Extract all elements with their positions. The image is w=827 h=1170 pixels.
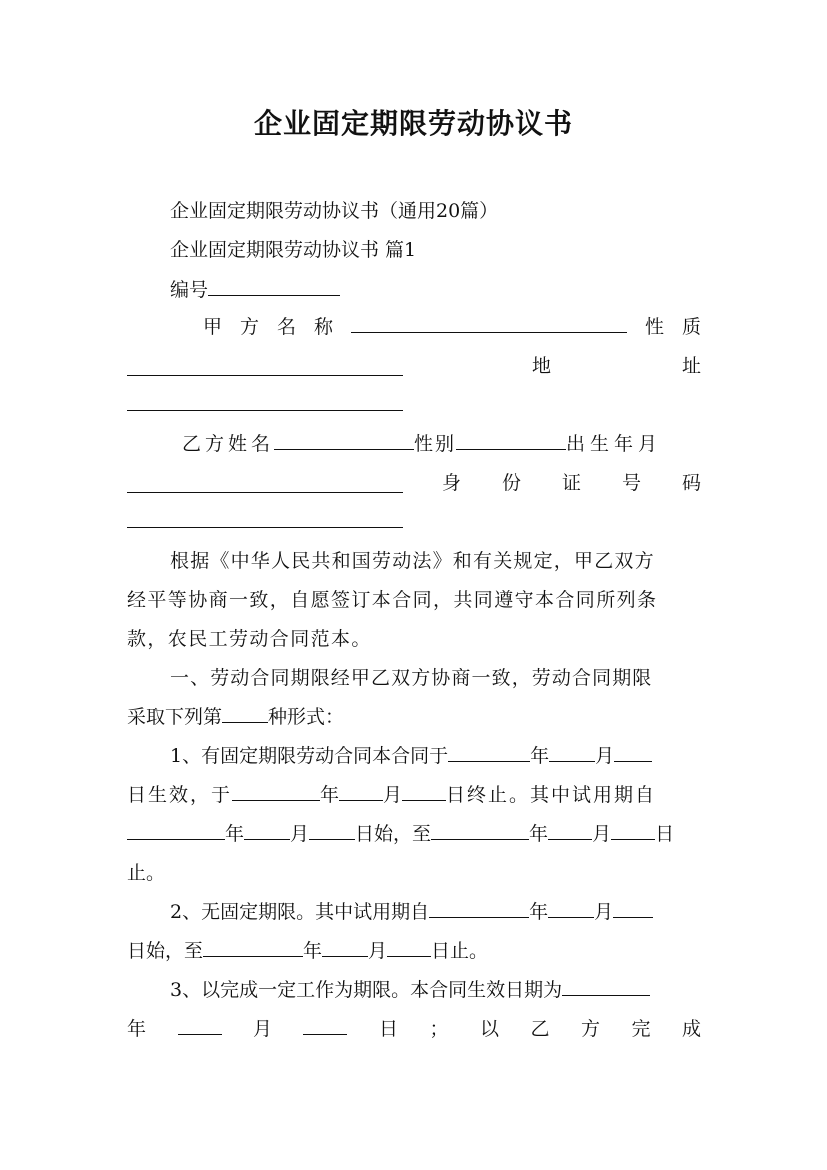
item3-char: 乙: [530, 1018, 550, 1040]
day-blank: [613, 897, 653, 918]
party-b-line: [182, 429, 701, 459]
item3-line-2: [127, 1014, 701, 1044]
year-text: 年: [529, 901, 549, 923]
party-a-nature-char: 质: [681, 316, 701, 338]
item1-line-1: [170, 741, 701, 771]
item2-line-1: [170, 897, 701, 927]
month-blank: [548, 819, 592, 840]
item2-line-2: [127, 936, 701, 966]
party-a-address-line: [127, 351, 701, 381]
year-text: 年: [303, 940, 323, 962]
basis-line-1: 根据《中华人民共和国劳动法》和有关规定，甲乙双方: [170, 550, 655, 572]
item3-start: 3、以完成一定工作为期限。本合同生效日期为: [170, 979, 563, 1001]
item1-line-2: [127, 780, 701, 810]
month-text: 月: [368, 940, 388, 962]
month-blank: [548, 897, 594, 918]
intro-line-2: 企业固定期限劳动协议书 篇1: [170, 239, 417, 261]
month-text: 月: [594, 901, 614, 923]
item2-day-stop: 日止。: [431, 940, 489, 962]
party-b-name-label: 乙方姓名: [182, 433, 275, 455]
item1-day-end: 日终止。其中试用期自: [446, 784, 657, 806]
party-a-name-line: [203, 312, 701, 342]
day-blank: [614, 741, 652, 762]
party-a-address-blank-line: [127, 390, 701, 420]
month-text: 月: [290, 823, 310, 845]
item3-char: 以: [479, 1018, 499, 1040]
item3-char: 完: [631, 1018, 651, 1040]
basis-line-2: 经平等协商一致，自愿签订本合同，共同遵守本合同所列条: [127, 589, 658, 611]
item3-char: 日: [378, 1018, 398, 1040]
document-title: 企业固定期限劳动协议书: [253, 107, 573, 140]
clause1-form-blank: [222, 702, 268, 723]
number-line: [170, 275, 701, 305]
month-text: 月: [383, 784, 403, 806]
item2-start: 2、无固定期限。其中试用期自: [170, 901, 430, 923]
party-a-address-char: 址: [681, 355, 701, 377]
number-blank: [208, 275, 340, 296]
item1-day-start: 日始，至: [355, 823, 432, 845]
month-text: 月: [592, 823, 612, 845]
party-b-id-char: 身: [442, 472, 462, 494]
party-a-nature-blank: [127, 355, 403, 376]
item1-day-effective: 日生效，于: [127, 784, 233, 806]
year-blank: [232, 780, 320, 801]
party-b-id-char: 码: [681, 472, 701, 494]
month-blank: [178, 1014, 222, 1035]
year-blank: [431, 819, 529, 840]
month-blank: [244, 819, 290, 840]
month-blank: [322, 936, 368, 957]
item2-day-start: 日始，至: [127, 940, 204, 962]
party-a-address-char: 地: [532, 355, 552, 377]
party-b-id-line: [127, 468, 701, 498]
clause1-text-b: 种形式：: [268, 706, 345, 728]
party-b-birth-label: 出生年月: [566, 433, 663, 455]
party-a-name-blank: [351, 312, 627, 333]
item1-day-stop: 日: [655, 823, 675, 845]
year-blank: [429, 897, 529, 918]
effective-date-blank: [562, 975, 650, 996]
basis-line-3: 款，农民工劳动合同范本。: [127, 628, 372, 650]
day-blank: [303, 1014, 347, 1035]
item3-char: 月: [252, 1018, 272, 1040]
party-b-id-char: 份: [501, 472, 521, 494]
item3-char: ；: [429, 1018, 449, 1040]
party-a-label-char: 方: [240, 316, 260, 338]
year-blank: [203, 936, 303, 957]
item1-line-4: 止。: [127, 862, 166, 884]
clause1-text-a: 采取下列第: [127, 706, 223, 728]
month-blank: [549, 741, 595, 762]
clause1-line-1: 一、劳动合同期限经甲乙双方协商一致，劳动合同期限: [170, 667, 653, 689]
year-text: 年: [320, 784, 340, 806]
day-blank: [309, 819, 355, 840]
year-blank: [127, 819, 225, 840]
party-b-birth-blank: [127, 472, 403, 493]
party-a-label-char: 称: [314, 316, 334, 338]
item1-line-3: [127, 819, 701, 849]
clause1-line-2: [127, 702, 701, 732]
day-blank: [402, 780, 446, 801]
month-blank: [339, 780, 383, 801]
year-text: 年: [530, 745, 550, 767]
party-a-nature-char: 性: [644, 316, 664, 338]
item3-char: 成: [681, 1018, 701, 1040]
day-blank: [611, 819, 655, 840]
party-b-name-blank: [274, 429, 414, 450]
number-label: 编号: [170, 279, 209, 301]
party-b-id-char: 证: [561, 472, 581, 494]
item3-line-1: [170, 975, 701, 1005]
party-a-address-blank: [127, 390, 403, 411]
party-a-label-char: 名: [277, 316, 297, 338]
party-b-id-char: 号: [621, 472, 641, 494]
party-b-id-blank: [127, 507, 403, 528]
month-text: 月: [595, 745, 615, 767]
party-b-gender-label: 性别: [414, 433, 457, 455]
year-blank: [448, 741, 530, 762]
item1-start: 1、有固定期限劳动合同本合同于: [170, 745, 449, 767]
year-text: 年: [225, 823, 245, 845]
day-blank: [387, 936, 431, 957]
item3-char: 年: [127, 1018, 147, 1040]
party-a-label-char: 甲: [203, 316, 223, 338]
party-b-id-blank-line: [127, 507, 701, 537]
year-text: 年: [529, 823, 549, 845]
party-b-gender-blank: [456, 429, 566, 450]
intro-line-1: 企业固定期限劳动协议书（通用20篇）: [170, 200, 499, 222]
item3-char: 方: [580, 1018, 600, 1040]
